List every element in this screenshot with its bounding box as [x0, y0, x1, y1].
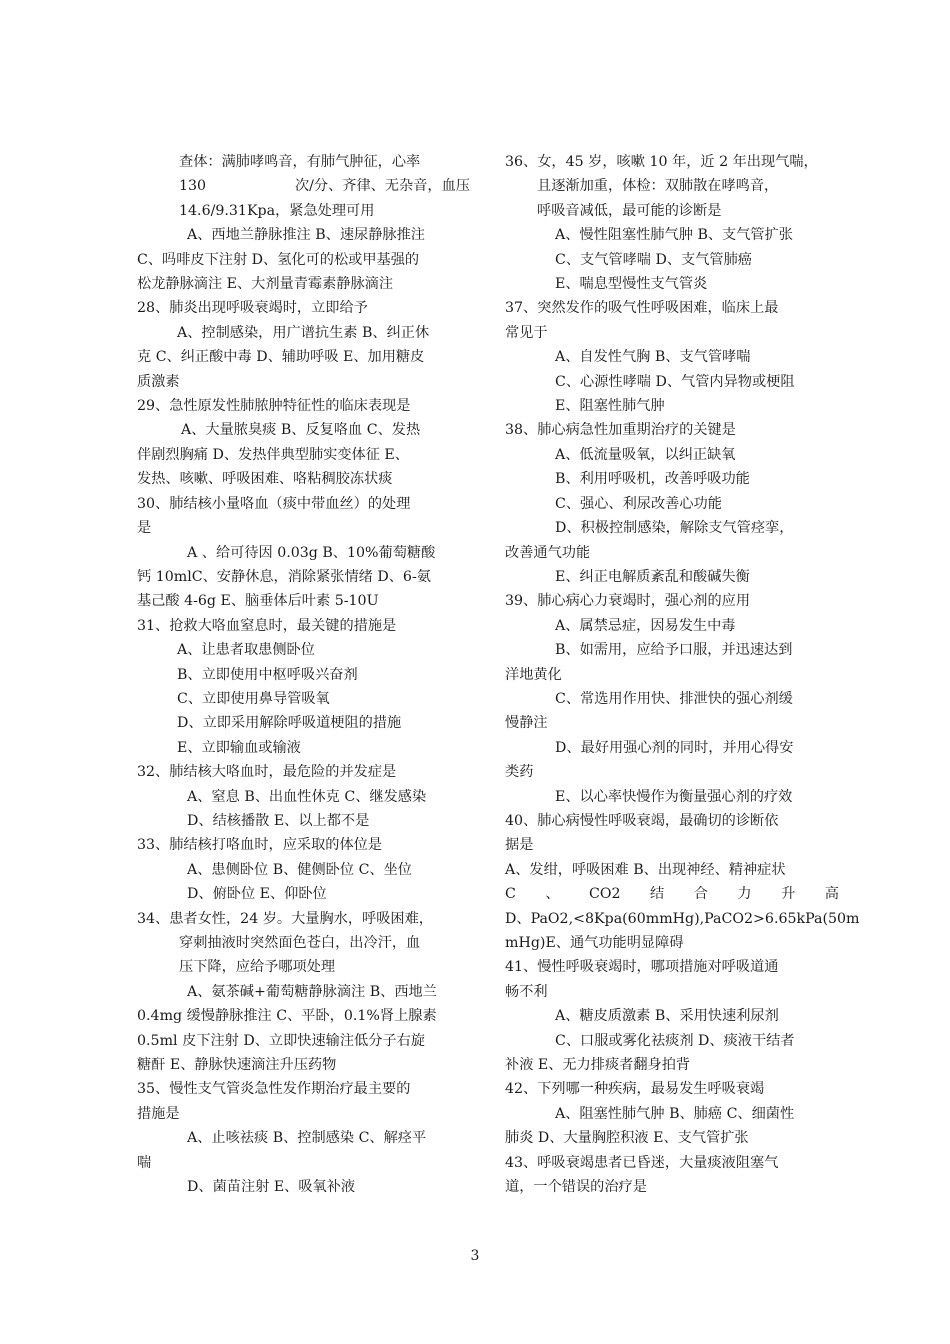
text-line: 穿刺抽液时突然面色苍白，出冷汗，血 [179, 935, 421, 951]
text-line: 14.6/9.31Kpa，紧急处理可用 [179, 202, 375, 219]
text-line: D、菌苗注射 E、吸氧补液 [187, 1179, 356, 1196]
text-line: A、止咳祛痰 B、控制感染 C、解痉平 [187, 1130, 427, 1147]
text-line: 0.5ml 皮下注射 D、立即快速输注低分子右旋 [137, 1032, 425, 1049]
text-line: 39、肺心病心力衰竭时，强心剂的应用 [505, 593, 751, 610]
text-line: A、发绀，呼吸困难 B、出现神经、精神症状 [505, 861, 786, 878]
text-line: A、患侧卧位 B、健侧卧位 C、坐位 [187, 861, 412, 878]
text-line: 畅不利 [505, 983, 548, 1000]
text-line: 常见于 [505, 324, 548, 341]
text-line: 40、肺心病慢性呼吸衰竭，最确切的诊断依 [505, 812, 779, 829]
text-line: 改善通气功能 [505, 544, 591, 561]
text-line: 37、突然发作的吸气性呼吸困难，临床上最 [505, 300, 779, 317]
text-line: A、控制感染，用广谱抗生素 B、纠正休 [177, 324, 430, 341]
text-line: A、西地兰静脉推注 B、速尿静脉推注 [187, 227, 425, 244]
text-token: 高 [824, 886, 839, 903]
text-line: 洋地黄化 [505, 666, 562, 683]
text-line: C、心源性哮喘 D、气管内异物或梗阻 [555, 373, 795, 390]
text-line: A、大量脓臭痰 B、反复咯血 C、发热 [181, 422, 421, 439]
text-line: 糖酐 E、静脉快速滴注升压药物 [137, 1057, 337, 1074]
text-line: 压下降，应给予哪项处理 [179, 959, 336, 976]
text-line: 钙 10mlC、安静休息，消除紧张情绪 D、6-氨 [137, 568, 431, 585]
text-line: 43、呼吸衰竭患者已昏迷，大量痰液阻塞气 [505, 1154, 779, 1171]
text-line: D、立即采用解除呼吸道梗阻的措施 [177, 715, 402, 732]
text-line: A、自发性气胸 B、支气管哮喘 [555, 349, 751, 366]
text-line: C、常选用作用快、排泄快的强心剂缓 [555, 690, 793, 707]
text-line: D、积极控制感染，解除支气管痉挛， [555, 520, 794, 537]
text-line: A、氨茶碱+葡萄糖静脉滴注 B、西地兰 [187, 983, 437, 1000]
text-line: 且逐渐加重，体检：双肺散在哮鸣音， [537, 178, 779, 195]
text-line: 据是 [505, 837, 534, 854]
text-line: 基己酸 4-6g E、脑垂体后叶素 5-10U [137, 593, 379, 610]
text-line: C、强心、利尿改善心功能 [555, 495, 722, 512]
text-line [137, 150, 470, 174]
text-line: 道，一个错误的治疗是 [505, 1179, 647, 1196]
text-line: 补液 E、无力排痰者翻身拍背 [505, 1057, 691, 1074]
text-line: E、立即输血或输液 [177, 739, 301, 756]
right-column [505, 150, 860, 1199]
text-line: A、属禁忌症，因易发生中毒 [555, 617, 736, 634]
text-line: mHg)E、通气功能明显障碍 [505, 935, 684, 951]
text-line: E、喘息型慢性支气管炎 [555, 276, 708, 293]
text-line: A、窒息 B、出血性休克 C、继发感染 [187, 788, 427, 805]
text-line: 0.4mg 缓慢静脉推注 C、平卧，0.1%肾上腺素 [137, 1008, 437, 1025]
text-line: 喘 [137, 1154, 152, 1171]
left-column [137, 150, 470, 1199]
text-line [137, 174, 470, 198]
text-line: A、低流量吸氧，以纠正缺氧 [555, 446, 736, 463]
text-line: 28、肺炎出现呼吸衰竭时，立即给予 [137, 300, 368, 317]
text-line: 38、肺心病急性加重期治疗的关键是 [505, 422, 736, 439]
text-line: 措施是 [137, 1105, 180, 1122]
text-line: 呼吸音减低，最可能的诊断是 [537, 202, 722, 219]
text-line: 质激素 [137, 373, 180, 390]
text-line: 41、慢性呼吸衰竭时，哪项措施对呼吸道通 [505, 959, 779, 976]
text-line: B、如需用，应给予口服，并迅速达到 [555, 642, 793, 659]
text-line: 松龙静脉滴注 E、大剂量青霉素静脉滴注 [137, 276, 394, 293]
text-line: 慢静注 [505, 715, 548, 732]
text-line: A、让患者取患侧卧位 [177, 642, 315, 659]
text-line: D、结核播散 E、以上都不是 [187, 812, 370, 829]
text-line [505, 882, 839, 906]
text-line: E、阻塞性肺气肿 [555, 398, 665, 415]
text-line: 35、慢性支气管炎急性发作期治疗最主要的 [137, 1081, 411, 1098]
text-line: E、纠正电解质紊乱和酸碱失衡 [555, 568, 750, 585]
text-line: C、立即使用鼻导管吸氧 [177, 690, 330, 707]
text-line: C、支气管哮喘 D、支气管肺癌 [555, 251, 752, 268]
text-line: 36、女，45 岁，咳嗽 10 年，近 2 年出现气喘， [505, 154, 818, 170]
text-line: 30、肺结核小量咯血（痰中带血丝）的处理 [137, 495, 411, 512]
text-line: 33、肺结核打咯血时，应采取的体位是 [137, 837, 383, 854]
text-line: A 、给可待因 0.03g B、10%葡萄糖酸 [187, 544, 436, 561]
text-token: 次/分、齐律、无杂音，血压 [294, 178, 470, 195]
text-line: D、俯卧位 E、仰卧位 [187, 886, 327, 903]
text-token: 力 [737, 886, 752, 903]
text-line: 是 [137, 520, 152, 537]
text-line: 肺炎 D、大量胸腔积液 E、支气管扩张 [505, 1130, 749, 1147]
text-token: 、 [545, 886, 560, 903]
text-line: D、最好用强心剂的同时，并用心得安 [555, 739, 794, 756]
text-line: D、PaO2,<8Kpa(60mmHg),PaCO2>6.65kPa(50m [505, 910, 860, 927]
text-token: CO2 [589, 886, 621, 903]
text-token: C [505, 886, 516, 903]
text-token: 合 [693, 886, 708, 903]
text-token: 结 [650, 886, 665, 903]
text-line: 类药 [505, 764, 534, 781]
text-line: 34、患者女性，24 岁。大量胸水，呼吸困难， [137, 910, 433, 927]
text-line: 32、肺结核大咯血时，最危险的并发症是 [137, 764, 397, 781]
text-line: 31、抢救大咯血窒息时，最关键的措施是 [137, 617, 397, 634]
text-line: B、立即使用中枢呼吸兴奋剂 [177, 666, 358, 683]
text-token: 升 [781, 886, 796, 903]
text-line: A、糖皮质激素 B、采用快速利尿剂 [555, 1008, 779, 1025]
text-line: C、吗啡皮下注射 D、氢化可的松或甲基强的 [137, 251, 420, 268]
text-token: 130 [179, 178, 207, 195]
text-line: 发热、咳嗽、呼吸困难、咯粘稠胶冻状痰 [137, 471, 393, 488]
text-line: A、慢性阻塞性肺气肿 B、支气管扩张 [555, 227, 793, 244]
text-line: 伴剧烈胸痛 D、发热伴典型肺实变体征 E、 [137, 446, 409, 463]
text-line: B、利用呼吸机，改善呼吸功能 [555, 471, 750, 488]
text-line: 克 C、纠正酸中毒 D、辅助呼吸 E、加用糖皮 [137, 349, 425, 366]
page-number: 3 [470, 1248, 480, 1264]
text-token: 查体：满肺哮鸣音，有肺气肿征，心率 [179, 154, 421, 170]
text-line: 29、急性原发性肺脓肿特征性的临床表现是 [137, 398, 411, 415]
text-line: A、阻塞性肺气肿 B、肺癌 C、细菌性 [555, 1105, 795, 1122]
text-line: 42、下列哪一种疾病，最易发生呼吸衰竭 [505, 1081, 765, 1098]
text-line: C、口服或雾化祛痰剂 D、痰液干结者 [555, 1032, 795, 1049]
text-line: E、以心率快慢作为衡量强心剂的疗效 [555, 788, 793, 805]
